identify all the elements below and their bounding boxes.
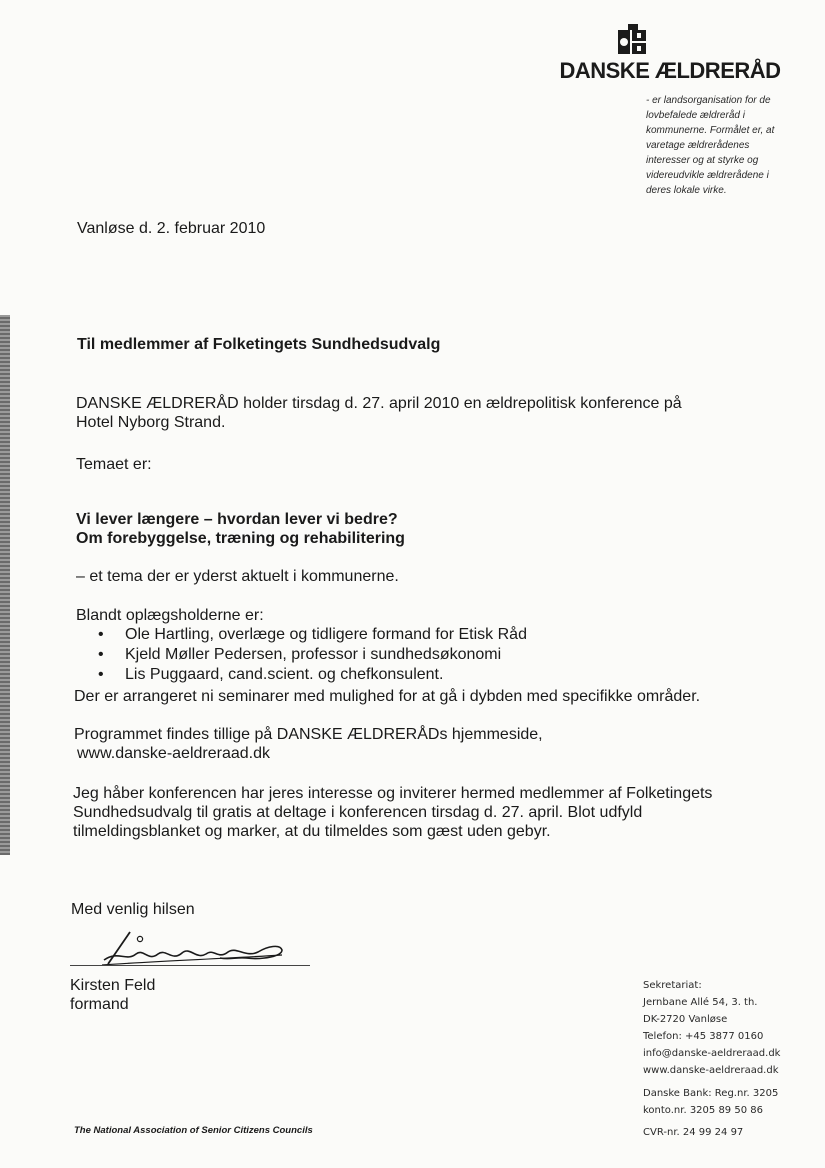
intro-line-2: Hotel Nyborg Strand. [76, 414, 226, 431]
logo [550, 22, 790, 88]
list-item: • Lis Puggaard, cand.scient. og chefkonsulent. [98, 665, 527, 685]
contact-website[interactable]: www.danske-aeldreraad.dk [643, 1065, 779, 1076]
bank-line: konto.nr. 3205 89 50 86 [643, 1105, 763, 1116]
closing: Med venlig hilsen [71, 901, 195, 918]
bank-line: Danske Bank: Reg.nr. 3205 [643, 1088, 779, 1099]
website-link[interactable]: www.danske-aeldreraad.dk [77, 745, 270, 762]
theme-title-2: Om forebyggelse, træning og rehabilitering [76, 530, 405, 547]
list-item: • Kjeld Møller Pedersen, professor i sundhedsøkonomi [98, 645, 527, 665]
theme-intro: Temaet er: [76, 456, 152, 473]
scan-edge-artifact [0, 315, 10, 855]
invite-line-3: tilmeldingsblanket og marker, at du tilmeldes som gæst uden gebyr. [73, 823, 551, 840]
tagline: - er landsorganisation for de lovbefalede ældreråd i kommunerne. Formålet er, at varetage ældrerådenes interesser og at styrke og videreudvikle ældrerådene i deres lokale virke. [646, 95, 775, 196]
contact-line: DK-2720 Vanløse [643, 1014, 728, 1025]
logo-wordmark: DANSKE ÆLDRERÅD [559, 58, 781, 83]
logo-mark-icon [616, 24, 650, 56]
list-item: • Ole Hartling, overlæge og tidligere formand for Etisk Råd [98, 625, 527, 645]
theme-note: – et tema der er yderst aktuelt i kommunerne. [76, 568, 399, 585]
contact-line: Jernbane Allé 54, 3. th. [643, 997, 758, 1008]
program-line-1: Programmet findes tillige på DANSKE ÆLDRERÅDs hjemmeside, [74, 726, 543, 743]
bank-block [643, 1085, 778, 1119]
invite-line-1: Jeg håber konferencen har jeres interesse og inviterer hermed medlemmer af Folketingets [73, 785, 713, 802]
contact-email[interactable]: info@danske-aeldreraad.dk [643, 1048, 781, 1059]
date-line: Vanløse d. 2. februar 2010 [77, 220, 266, 237]
contact-phone: Telefon: +45 3877 0160 [643, 1031, 764, 1042]
speakers-intro: Blandt oplægsholderne er: [76, 607, 264, 624]
recipient-heading: Til medlemmer af Folketingets Sundhedsudvalg [77, 336, 441, 353]
invite-line-2: Sundhedsudvalg til gratis at deltage i konferencen tirsdag d. 27. april. Blot udfyld [73, 804, 643, 821]
signer-name: Kirsten Feld [70, 977, 156, 994]
seminars-line: Der er arrangeret ni seminarer med mulighed for at gå i dybden med specifikke områder. [74, 688, 701, 705]
english-org-name: The National Association of Senior Citizens Councils [74, 1125, 313, 1136]
cvr-number: CVR-nr. 24 99 24 97 [643, 1127, 744, 1138]
signature [68, 928, 288, 970]
intro-line-1: DANSKE ÆLDRERÅD holder tirsdag d. 27. april 2010 en ældrepolitisk konference på [76, 395, 682, 412]
signer-title: formand [70, 996, 129, 1013]
signature-line [70, 965, 310, 966]
contact-block [643, 977, 780, 1079]
speakers-list [98, 625, 527, 685]
contact-line: Sekretariat: [643, 980, 702, 991]
theme-title-1: Vi lever længere – hvordan lever vi bedre? [76, 511, 398, 528]
